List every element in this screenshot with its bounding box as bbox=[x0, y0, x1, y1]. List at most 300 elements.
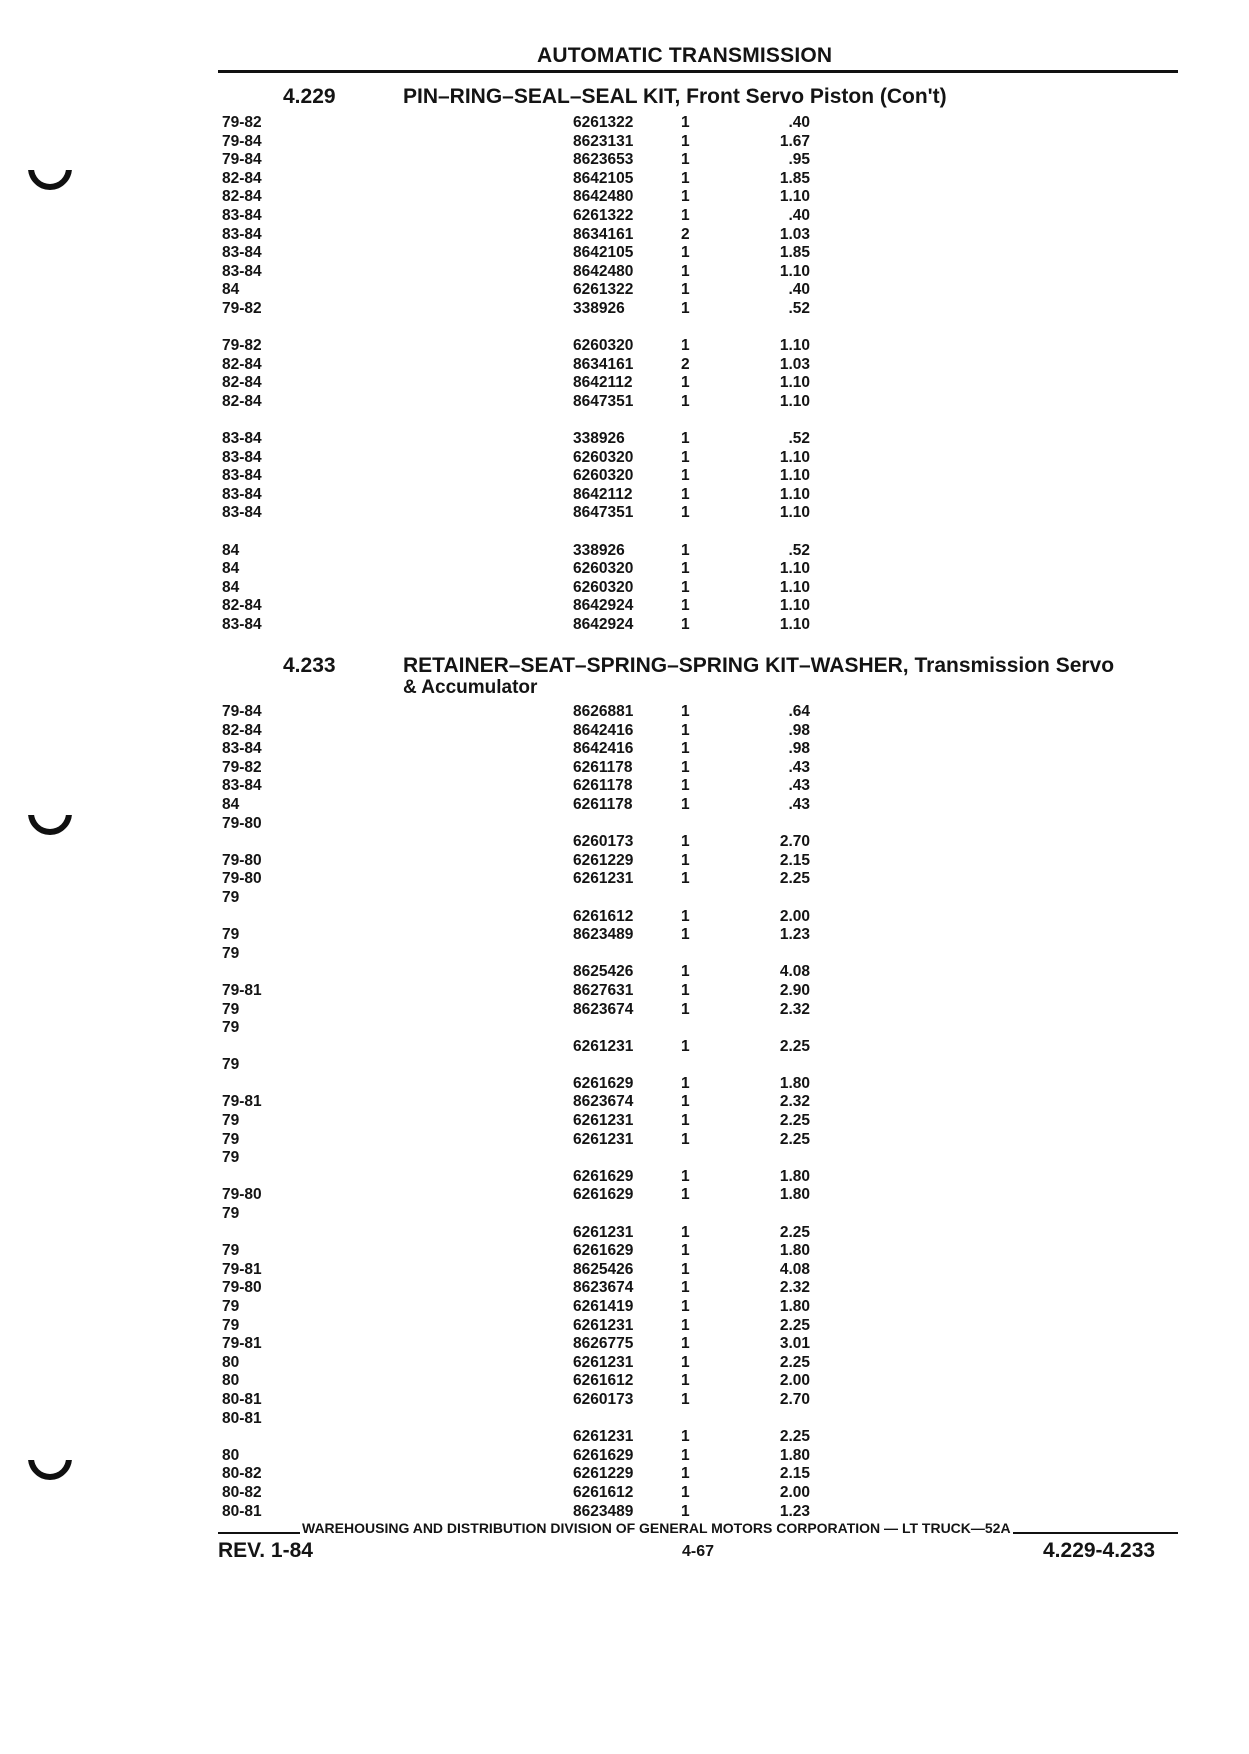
quantity: 1 bbox=[681, 1390, 690, 1408]
model-years: 79 bbox=[222, 1316, 240, 1334]
model-years: 83-84 bbox=[222, 430, 262, 448]
quantity: 1 bbox=[681, 169, 690, 187]
part-number: 8642480 bbox=[573, 188, 634, 206]
model-years: 80-81 bbox=[222, 1409, 262, 1427]
part-number: 8623674 bbox=[573, 1000, 634, 1018]
table-row bbox=[218, 908, 1178, 927]
part-number: 8623489 bbox=[573, 1502, 634, 1520]
model-years: 82-84 bbox=[222, 392, 262, 410]
quantity: 1 bbox=[681, 721, 690, 739]
price: 1.10 bbox=[779, 597, 810, 615]
part-number: 8642112 bbox=[573, 485, 633, 503]
price: 1.10 bbox=[779, 337, 810, 355]
price: .43 bbox=[788, 777, 810, 795]
table-row bbox=[218, 1242, 1178, 1261]
quantity: 1 bbox=[681, 1223, 690, 1241]
model-years: 79 bbox=[222, 1130, 240, 1148]
quantity: 1 bbox=[681, 1446, 690, 1464]
price: 1.03 bbox=[779, 355, 810, 373]
price: .52 bbox=[788, 299, 810, 317]
model-years: 80-82 bbox=[222, 1465, 262, 1483]
model-years: 84 bbox=[222, 541, 240, 559]
part-number: 6261322 bbox=[573, 206, 634, 224]
section-number: 4.233 bbox=[283, 654, 336, 677]
price: 1.10 bbox=[779, 448, 810, 466]
table-row bbox=[218, 1503, 1178, 1522]
table-row bbox=[218, 337, 1178, 356]
model-years: 79 bbox=[222, 1205, 240, 1223]
quantity: 1 bbox=[681, 1260, 690, 1278]
part-number: 8634161 bbox=[573, 225, 634, 243]
model-years: 79-82 bbox=[222, 337, 262, 355]
table-row bbox=[218, 300, 1178, 319]
part-number: 6261419 bbox=[573, 1298, 634, 1315]
table-row bbox=[218, 1391, 1178, 1410]
quantity: 1 bbox=[681, 740, 690, 758]
table-row bbox=[218, 1410, 1178, 1429]
price: 2.25 bbox=[779, 1130, 810, 1148]
table-row bbox=[218, 833, 1178, 852]
quantity: 1 bbox=[681, 1242, 690, 1260]
table-row bbox=[218, 281, 1178, 300]
price: 1.10 bbox=[779, 262, 810, 280]
quantity: 1 bbox=[681, 467, 690, 485]
price: .52 bbox=[788, 541, 810, 559]
table-row bbox=[218, 523, 1178, 542]
price: .43 bbox=[788, 758, 810, 776]
table-row bbox=[218, 982, 1178, 1001]
page-title: AUTOMATIC TRANSMISSION bbox=[537, 44, 833, 67]
binder-punch-hole bbox=[28, 815, 74, 837]
price: 1.80 bbox=[779, 1186, 810, 1204]
table-row bbox=[218, 579, 1178, 598]
section-title: RETAINER–SEAT–SPRING–SPRING KIT–WASHER, Transmission Servo bbox=[403, 654, 1115, 677]
price: 4.08 bbox=[779, 1260, 810, 1278]
model-years: 83-84 bbox=[222, 777, 262, 795]
table-row bbox=[218, 1168, 1178, 1187]
part-number: 6260320 bbox=[573, 578, 634, 596]
table-row bbox=[218, 244, 1178, 263]
quantity: 1 bbox=[681, 1279, 690, 1297]
quantity: 1 bbox=[681, 777, 690, 795]
model-years: 82-84 bbox=[222, 169, 262, 187]
quantity: 1 bbox=[681, 188, 690, 206]
model-years: 79-81 bbox=[222, 1335, 262, 1353]
model-years: 79 bbox=[222, 1149, 240, 1167]
table-row bbox=[218, 467, 1178, 486]
model-years: 82-84 bbox=[222, 188, 262, 206]
model-years: 79 bbox=[222, 888, 240, 906]
part-number: 8634161 bbox=[573, 355, 634, 373]
quantity: 2 bbox=[681, 225, 690, 243]
table-row bbox=[218, 777, 1178, 796]
model-years: 79 bbox=[222, 926, 240, 944]
price: 2.32 bbox=[779, 1093, 810, 1111]
section-title: PIN–RING–SEAL–SEAL KIT, Front Servo Piston (Con't) bbox=[403, 85, 947, 108]
model-years: 79-81 bbox=[222, 1093, 262, 1111]
table-row bbox=[218, 542, 1178, 561]
model-years: 79 bbox=[222, 944, 240, 962]
table-row bbox=[218, 1019, 1178, 1038]
price: 2.15 bbox=[779, 851, 810, 869]
part-number: 6260173 bbox=[573, 833, 634, 851]
part-number: 8647351 bbox=[573, 504, 634, 522]
part-number: 8625426 bbox=[573, 1260, 634, 1278]
part-number: 6261629 bbox=[573, 1446, 634, 1464]
model-years: 79-81 bbox=[222, 981, 262, 999]
part-number: 6261629 bbox=[573, 1186, 634, 1204]
price: 1.10 bbox=[779, 578, 810, 596]
model-years: 79 bbox=[222, 1112, 240, 1130]
part-number: 6261229 bbox=[573, 851, 634, 869]
model-years: 83-84 bbox=[222, 740, 262, 758]
table-row bbox=[218, 597, 1178, 616]
quantity: 1 bbox=[681, 206, 690, 224]
table-row bbox=[218, 170, 1178, 189]
price: 1.80 bbox=[779, 1167, 810, 1185]
part-number: 6261231 bbox=[573, 1223, 634, 1241]
binder-punch-hole bbox=[28, 170, 74, 192]
quantity: 1 bbox=[681, 1074, 690, 1092]
price: 1.10 bbox=[779, 392, 810, 410]
part-number: 8642416 bbox=[573, 740, 634, 758]
model-years: 79-84 bbox=[222, 132, 262, 150]
price: 1.23 bbox=[779, 926, 810, 944]
price: .40 bbox=[788, 206, 810, 224]
part-number: 6261231 bbox=[573, 1353, 634, 1371]
quantity: 2 bbox=[681, 355, 690, 373]
quantity: 1 bbox=[681, 597, 690, 615]
table-row bbox=[218, 449, 1178, 468]
quantity: 1 bbox=[681, 1298, 690, 1315]
part-number: 6261322 bbox=[573, 281, 634, 299]
quantity: 1 bbox=[681, 1353, 690, 1371]
price: 2.25 bbox=[779, 1037, 810, 1055]
table-row bbox=[218, 852, 1178, 871]
quantity: 1 bbox=[681, 560, 690, 578]
price: .40 bbox=[788, 114, 810, 131]
part-number: 8625426 bbox=[573, 963, 634, 981]
quantity: 1 bbox=[681, 1465, 690, 1483]
model-years: 82-84 bbox=[222, 721, 262, 739]
quantity: 1 bbox=[681, 374, 690, 392]
model-years: 79-82 bbox=[222, 114, 262, 131]
model-years: 80-81 bbox=[222, 1390, 262, 1408]
model-years: 82-84 bbox=[222, 355, 262, 373]
model-years: 80 bbox=[222, 1372, 240, 1390]
quantity: 1 bbox=[681, 1372, 690, 1390]
price: 1.10 bbox=[779, 616, 810, 634]
table-row bbox=[218, 1261, 1178, 1280]
model-years: 83-84 bbox=[222, 206, 262, 224]
table-row bbox=[218, 963, 1178, 982]
table-row bbox=[218, 889, 1178, 908]
part-number: 6261231 bbox=[573, 1130, 634, 1148]
price: 4.08 bbox=[779, 963, 810, 981]
part-number: 6261231 bbox=[573, 870, 634, 888]
quantity: 1 bbox=[681, 1000, 690, 1018]
table-row bbox=[218, 133, 1178, 152]
table-row bbox=[218, 188, 1178, 207]
quantity: 1 bbox=[681, 448, 690, 466]
table-row bbox=[218, 1205, 1178, 1224]
table-row bbox=[218, 870, 1178, 889]
part-number: 6260320 bbox=[573, 467, 634, 485]
model-years: 83-84 bbox=[222, 467, 262, 485]
table-row bbox=[218, 1465, 1178, 1484]
table-row bbox=[218, 319, 1178, 338]
table-row bbox=[218, 356, 1178, 375]
model-years: 83-84 bbox=[222, 504, 262, 522]
quantity: 1 bbox=[681, 1130, 690, 1148]
price: 2.25 bbox=[779, 1112, 810, 1130]
table-row bbox=[218, 560, 1178, 579]
table-row bbox=[218, 1428, 1178, 1447]
model-years: 79-81 bbox=[222, 1260, 262, 1278]
quantity: 1 bbox=[681, 1167, 690, 1185]
quantity: 1 bbox=[681, 114, 690, 131]
price: 2.32 bbox=[779, 1000, 810, 1018]
price: 2.25 bbox=[779, 1316, 810, 1334]
part-number: 6261629 bbox=[573, 1167, 634, 1185]
model-years: 79 bbox=[222, 1242, 240, 1260]
price: 2.70 bbox=[779, 833, 810, 851]
quantity: 1 bbox=[681, 758, 690, 776]
model-years: 83-84 bbox=[222, 448, 262, 466]
part-number: 8627631 bbox=[573, 981, 634, 999]
part-number: 6261178 bbox=[573, 758, 633, 776]
table-row bbox=[218, 722, 1178, 741]
part-number: 6260320 bbox=[573, 560, 634, 578]
part-number: 6261229 bbox=[573, 1465, 634, 1483]
part-number: 6261612 bbox=[573, 1483, 634, 1501]
section-range: 4.229-4.233 bbox=[1043, 1539, 1156, 1562]
quantity: 1 bbox=[681, 1428, 690, 1446]
table-row bbox=[218, 412, 1178, 431]
table-row bbox=[218, 1075, 1178, 1094]
part-number: 6261231 bbox=[573, 1037, 634, 1055]
quantity: 1 bbox=[681, 337, 690, 355]
price: 1.03 bbox=[779, 225, 810, 243]
model-years: 79-80 bbox=[222, 1186, 262, 1204]
table-row bbox=[218, 616, 1178, 635]
part-number: 6260320 bbox=[573, 337, 634, 355]
model-years: 80 bbox=[222, 1353, 240, 1371]
model-years: 79 bbox=[222, 1019, 240, 1037]
price: 1.85 bbox=[779, 244, 810, 262]
part-number: 8626881 bbox=[573, 703, 634, 720]
part-number: 6261612 bbox=[573, 1372, 634, 1390]
price: 1.67 bbox=[779, 132, 810, 150]
parts-table bbox=[218, 703, 1178, 1521]
price: .43 bbox=[788, 795, 810, 813]
part-number: 8642924 bbox=[573, 597, 634, 615]
part-number: 8642105 bbox=[573, 244, 634, 262]
part-number: 8642112 bbox=[573, 374, 633, 392]
model-years: 80-82 bbox=[222, 1483, 262, 1501]
model-years: 79-82 bbox=[222, 299, 262, 317]
table-row bbox=[218, 1149, 1178, 1168]
model-years: 80-81 bbox=[222, 1502, 262, 1520]
table-row bbox=[218, 1038, 1178, 1057]
part-number: 8626775 bbox=[573, 1335, 634, 1353]
model-years: 83-84 bbox=[222, 485, 262, 503]
quantity: 1 bbox=[681, 1335, 690, 1353]
model-years: 79 bbox=[222, 1056, 240, 1074]
quantity: 1 bbox=[681, 1502, 690, 1520]
price: 2.00 bbox=[779, 907, 810, 925]
model-years: 83-84 bbox=[222, 616, 262, 634]
price: 1.10 bbox=[779, 467, 810, 485]
price: 1.80 bbox=[779, 1074, 810, 1092]
table-row bbox=[218, 740, 1178, 759]
price: 2.90 bbox=[779, 981, 810, 999]
table-row bbox=[218, 1093, 1178, 1112]
price: 2.25 bbox=[779, 1353, 810, 1371]
table-row bbox=[218, 1484, 1178, 1503]
part-number: 8642416 bbox=[573, 721, 634, 739]
quantity: 1 bbox=[681, 963, 690, 981]
table-row bbox=[218, 1186, 1178, 1205]
part-number: 6261178 bbox=[573, 777, 633, 795]
table-row bbox=[218, 226, 1178, 245]
table-row bbox=[218, 1335, 1178, 1354]
parts-table bbox=[218, 114, 1178, 635]
quantity: 1 bbox=[681, 616, 690, 634]
table-row bbox=[218, 393, 1178, 412]
part-number: 8623674 bbox=[573, 1093, 634, 1111]
model-years: 79-80 bbox=[222, 870, 262, 888]
price: 2.70 bbox=[779, 1390, 810, 1408]
part-number: 8642480 bbox=[573, 262, 634, 280]
quantity: 1 bbox=[681, 541, 690, 559]
table-row bbox=[218, 945, 1178, 964]
model-years: 79-80 bbox=[222, 1279, 262, 1297]
price: 2.32 bbox=[779, 1279, 810, 1297]
header-rule bbox=[218, 70, 1178, 73]
model-years: 82-84 bbox=[222, 374, 262, 392]
price: 2.25 bbox=[779, 870, 810, 888]
table-row bbox=[218, 1056, 1178, 1075]
model-years: 83-84 bbox=[222, 225, 262, 243]
table-row bbox=[218, 759, 1178, 778]
price: 1.10 bbox=[779, 188, 810, 206]
table-row bbox=[218, 1224, 1178, 1243]
price: 1.80 bbox=[779, 1298, 810, 1315]
part-number: 8623653 bbox=[573, 151, 634, 169]
quantity: 1 bbox=[681, 281, 690, 299]
quantity: 1 bbox=[681, 907, 690, 925]
quantity: 1 bbox=[681, 1316, 690, 1334]
model-years: 84 bbox=[222, 281, 240, 299]
section-title-continued: & Accumulator bbox=[403, 677, 538, 698]
quantity: 1 bbox=[681, 1483, 690, 1501]
price: 1.10 bbox=[779, 485, 810, 503]
price: 1.10 bbox=[779, 504, 810, 522]
table-row bbox=[218, 430, 1178, 449]
quantity: 1 bbox=[681, 504, 690, 522]
table-row bbox=[218, 1317, 1178, 1336]
quantity: 1 bbox=[681, 430, 690, 448]
price: 2.25 bbox=[779, 1428, 810, 1446]
part-number: 6261629 bbox=[573, 1242, 634, 1260]
table-row bbox=[218, 486, 1178, 505]
part-number: 338926 bbox=[573, 299, 625, 317]
part-number: 8623131 bbox=[573, 132, 634, 150]
quantity: 1 bbox=[681, 244, 690, 262]
model-years: 84 bbox=[222, 795, 240, 813]
part-number: 8647351 bbox=[573, 392, 634, 410]
quantity: 1 bbox=[681, 1037, 690, 1055]
part-number: 8642105 bbox=[573, 169, 634, 187]
table-row bbox=[218, 504, 1178, 523]
quantity: 1 bbox=[681, 485, 690, 503]
footer-division-text: WAREHOUSING AND DISTRIBUTION DIVISION OF GENERAL MOTORS CORPORATION — LT TRUCK—52A bbox=[302, 1520, 1011, 1536]
table-row bbox=[218, 374, 1178, 393]
table-row bbox=[218, 114, 1178, 133]
quantity: 1 bbox=[681, 578, 690, 596]
price: 2.00 bbox=[779, 1372, 810, 1390]
model-years: 82-84 bbox=[222, 597, 262, 615]
price: 3.01 bbox=[779, 1335, 810, 1353]
table-row bbox=[218, 1112, 1178, 1131]
price: 1.10 bbox=[779, 560, 810, 578]
table-row bbox=[218, 1131, 1178, 1150]
part-number: 6260320 bbox=[573, 448, 634, 466]
part-number: 6261231 bbox=[573, 1316, 634, 1334]
quantity: 1 bbox=[681, 851, 690, 869]
model-years: 79 bbox=[222, 1298, 240, 1315]
price: 2.15 bbox=[779, 1465, 810, 1483]
model-years: 84 bbox=[222, 578, 240, 596]
part-number: 8623489 bbox=[573, 926, 634, 944]
price: 2.25 bbox=[779, 1223, 810, 1241]
part-number: 338926 bbox=[573, 541, 625, 559]
price: 1.80 bbox=[779, 1446, 810, 1464]
price: .40 bbox=[788, 281, 810, 299]
model-years: 83-84 bbox=[222, 244, 262, 262]
price: 1.85 bbox=[779, 169, 810, 187]
table-row bbox=[218, 1354, 1178, 1373]
quantity: 1 bbox=[681, 1112, 690, 1130]
part-number: 338926 bbox=[573, 430, 625, 448]
table-row bbox=[218, 1279, 1178, 1298]
quantity: 1 bbox=[681, 981, 690, 999]
quantity: 1 bbox=[681, 1186, 690, 1204]
part-number: 6261629 bbox=[573, 1074, 634, 1092]
part-number: 6261612 bbox=[573, 907, 634, 925]
price: 1.10 bbox=[779, 374, 810, 392]
table-row bbox=[218, 1298, 1178, 1317]
part-number: 6261231 bbox=[573, 1112, 634, 1130]
table-row bbox=[218, 796, 1178, 815]
price: 1.80 bbox=[779, 1242, 810, 1260]
quantity: 1 bbox=[681, 926, 690, 944]
quantity: 1 bbox=[681, 299, 690, 317]
price: .95 bbox=[788, 151, 810, 169]
model-years: 79-84 bbox=[222, 151, 262, 169]
binder-punch-hole bbox=[28, 1460, 74, 1482]
section-number: 4.229 bbox=[283, 85, 336, 108]
revision-label: REV. 1-84 bbox=[218, 1539, 313, 1562]
quantity: 1 bbox=[681, 795, 690, 813]
part-number: 6260173 bbox=[573, 1390, 634, 1408]
table-row bbox=[218, 1447, 1178, 1466]
price: .64 bbox=[788, 703, 810, 720]
table-row bbox=[218, 926, 1178, 945]
price: 1.23 bbox=[779, 1502, 810, 1520]
part-number: 6261178 bbox=[573, 795, 633, 813]
